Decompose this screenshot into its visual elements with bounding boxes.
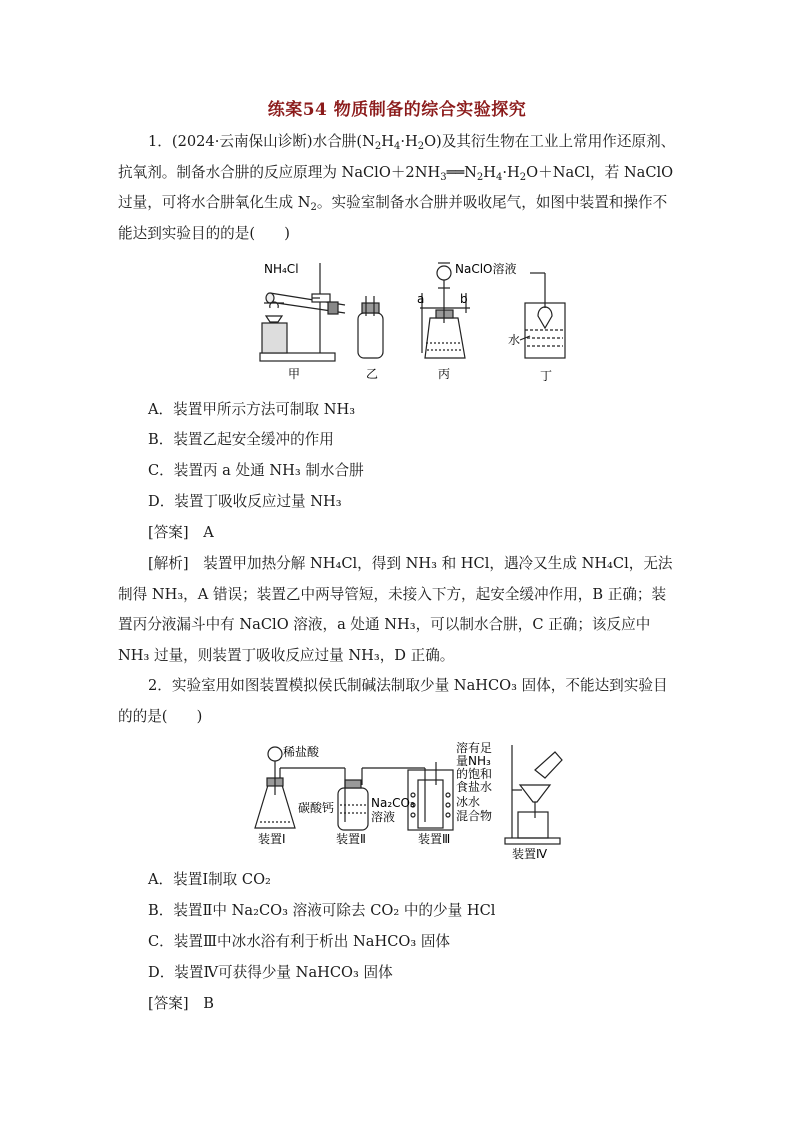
label-ding: 丁 xyxy=(540,369,553,383)
page-title: 练案54 物质制备的综合实验探究 xyxy=(267,100,527,120)
label-na2co3-1: Na₂CO₃ xyxy=(371,796,415,810)
analysis-label: [解析] xyxy=(148,555,189,572)
label-a: a xyxy=(417,292,425,306)
label-nh3-3: 的饱和 xyxy=(456,767,493,781)
label-nh3-4: 食盐水 xyxy=(456,780,493,794)
label-nh3-2: 量NH₃ xyxy=(456,754,491,768)
answer-value: B xyxy=(203,995,214,1012)
q1-option-a: A．装置甲所示方法可制取 NH₃ xyxy=(148,401,356,418)
label-yi: 乙 xyxy=(366,367,379,381)
label-ice-2: 混合物 xyxy=(456,809,493,823)
label-nh4cl: NH₄Cl xyxy=(264,262,299,276)
label-ice-1: 冰水 xyxy=(456,795,481,809)
q1-analysis xyxy=(118,549,678,671)
label-jia: 甲 xyxy=(288,367,301,381)
q2-option-b: B．装置Ⅱ中 Na₂CO₃ 溶液可除去 CO₂ 中的少量 HCl xyxy=(148,902,496,919)
analysis-text: 装置甲加热分解 NH₄Cl，得到 NH₃ 和 HCl，遇冷又生成 NH₄Cl，无法制得 NH₃，A 错误；装置乙中两导管短，未接入下方，起安全缓冲作用，B 正确；装置丙分液漏斗中有 NaClO 溶液，a 处通 NH₃，可以制水合肼，C 正确；该反应中 NH₃ 过量，则装置丁吸收反应过量 NH₃，D 正确。 xyxy=(118,555,673,664)
label-device-1: 装置Ⅰ xyxy=(258,832,286,846)
q1-option-c: C．装置丙 a 处通 NH₃ 制水合肼 xyxy=(148,462,364,479)
label-bing: 丙 xyxy=(438,367,451,381)
label-water: 水 xyxy=(508,333,521,347)
label-naclo: NaClO溶液 xyxy=(455,262,517,276)
q2-option-a: A．装置Ⅰ制取 CO₂ xyxy=(148,871,271,888)
label-na2co3-2: 溶液 xyxy=(371,810,396,824)
apparatus-figure-2 xyxy=(250,740,580,862)
label-device-4: 装置Ⅳ xyxy=(512,847,548,861)
apparatus-jia xyxy=(260,263,345,361)
apparatus-yi xyxy=(358,296,383,358)
label-hcl: 稀盐酸 xyxy=(283,745,320,759)
answer-label: [答案] xyxy=(148,995,189,1012)
label-device-3: 装置Ⅲ xyxy=(418,832,451,846)
apparatus-ding xyxy=(520,273,565,358)
device-4 xyxy=(505,745,562,844)
q2-option-c: C．装置Ⅲ中冰水浴有利于析出 NaHCO₃ 固体 xyxy=(148,933,451,950)
q2-answer xyxy=(148,992,214,1013)
question-2-stem: 2．实验室用如图装置模拟侯氏制碱法制取少量 NaHCO₃ 固体，不能达到实验目的的是( ) xyxy=(118,677,668,725)
label-b: b xyxy=(460,292,468,306)
label-nh3-1: 溶有足 xyxy=(456,741,493,755)
answer-label: [答案] xyxy=(148,524,189,541)
q1-option-b: B．装置乙起安全缓冲的作用 xyxy=(148,431,334,448)
label-device-2: 装置Ⅱ xyxy=(336,832,366,846)
answer-value: A xyxy=(203,524,214,541)
question-1-stem: 1．(2024·云南保山诊断)水合肼$(N_2H_4\cdot H_2O)$及其衍生物在工业上常用作还原剂、抗氧剂。制备水合肼的反应原理为 $NaClO+2NH_3══N_2H_4\cdot H_2O+NaCl$，若 NaClO 过量，可将水合肼氧化生成 $N_2$。实验室制备水合肼并吸收尾气，如图中装置和操作不能达到实验目的的是( ) xyxy=(118,133,676,242)
label-caco3: 碳酸钙 xyxy=(298,801,335,815)
q1-answer xyxy=(148,521,214,542)
device-1 xyxy=(255,747,345,828)
q2-option-d: D．装置Ⅳ可获得少量 NaHCO₃ 固体 xyxy=(148,964,393,981)
apparatus-figure-1 xyxy=(250,258,580,383)
apparatus-bing xyxy=(420,263,470,358)
q1-option-d: D．装置丁吸收反应过量 NH₃ xyxy=(148,493,342,510)
